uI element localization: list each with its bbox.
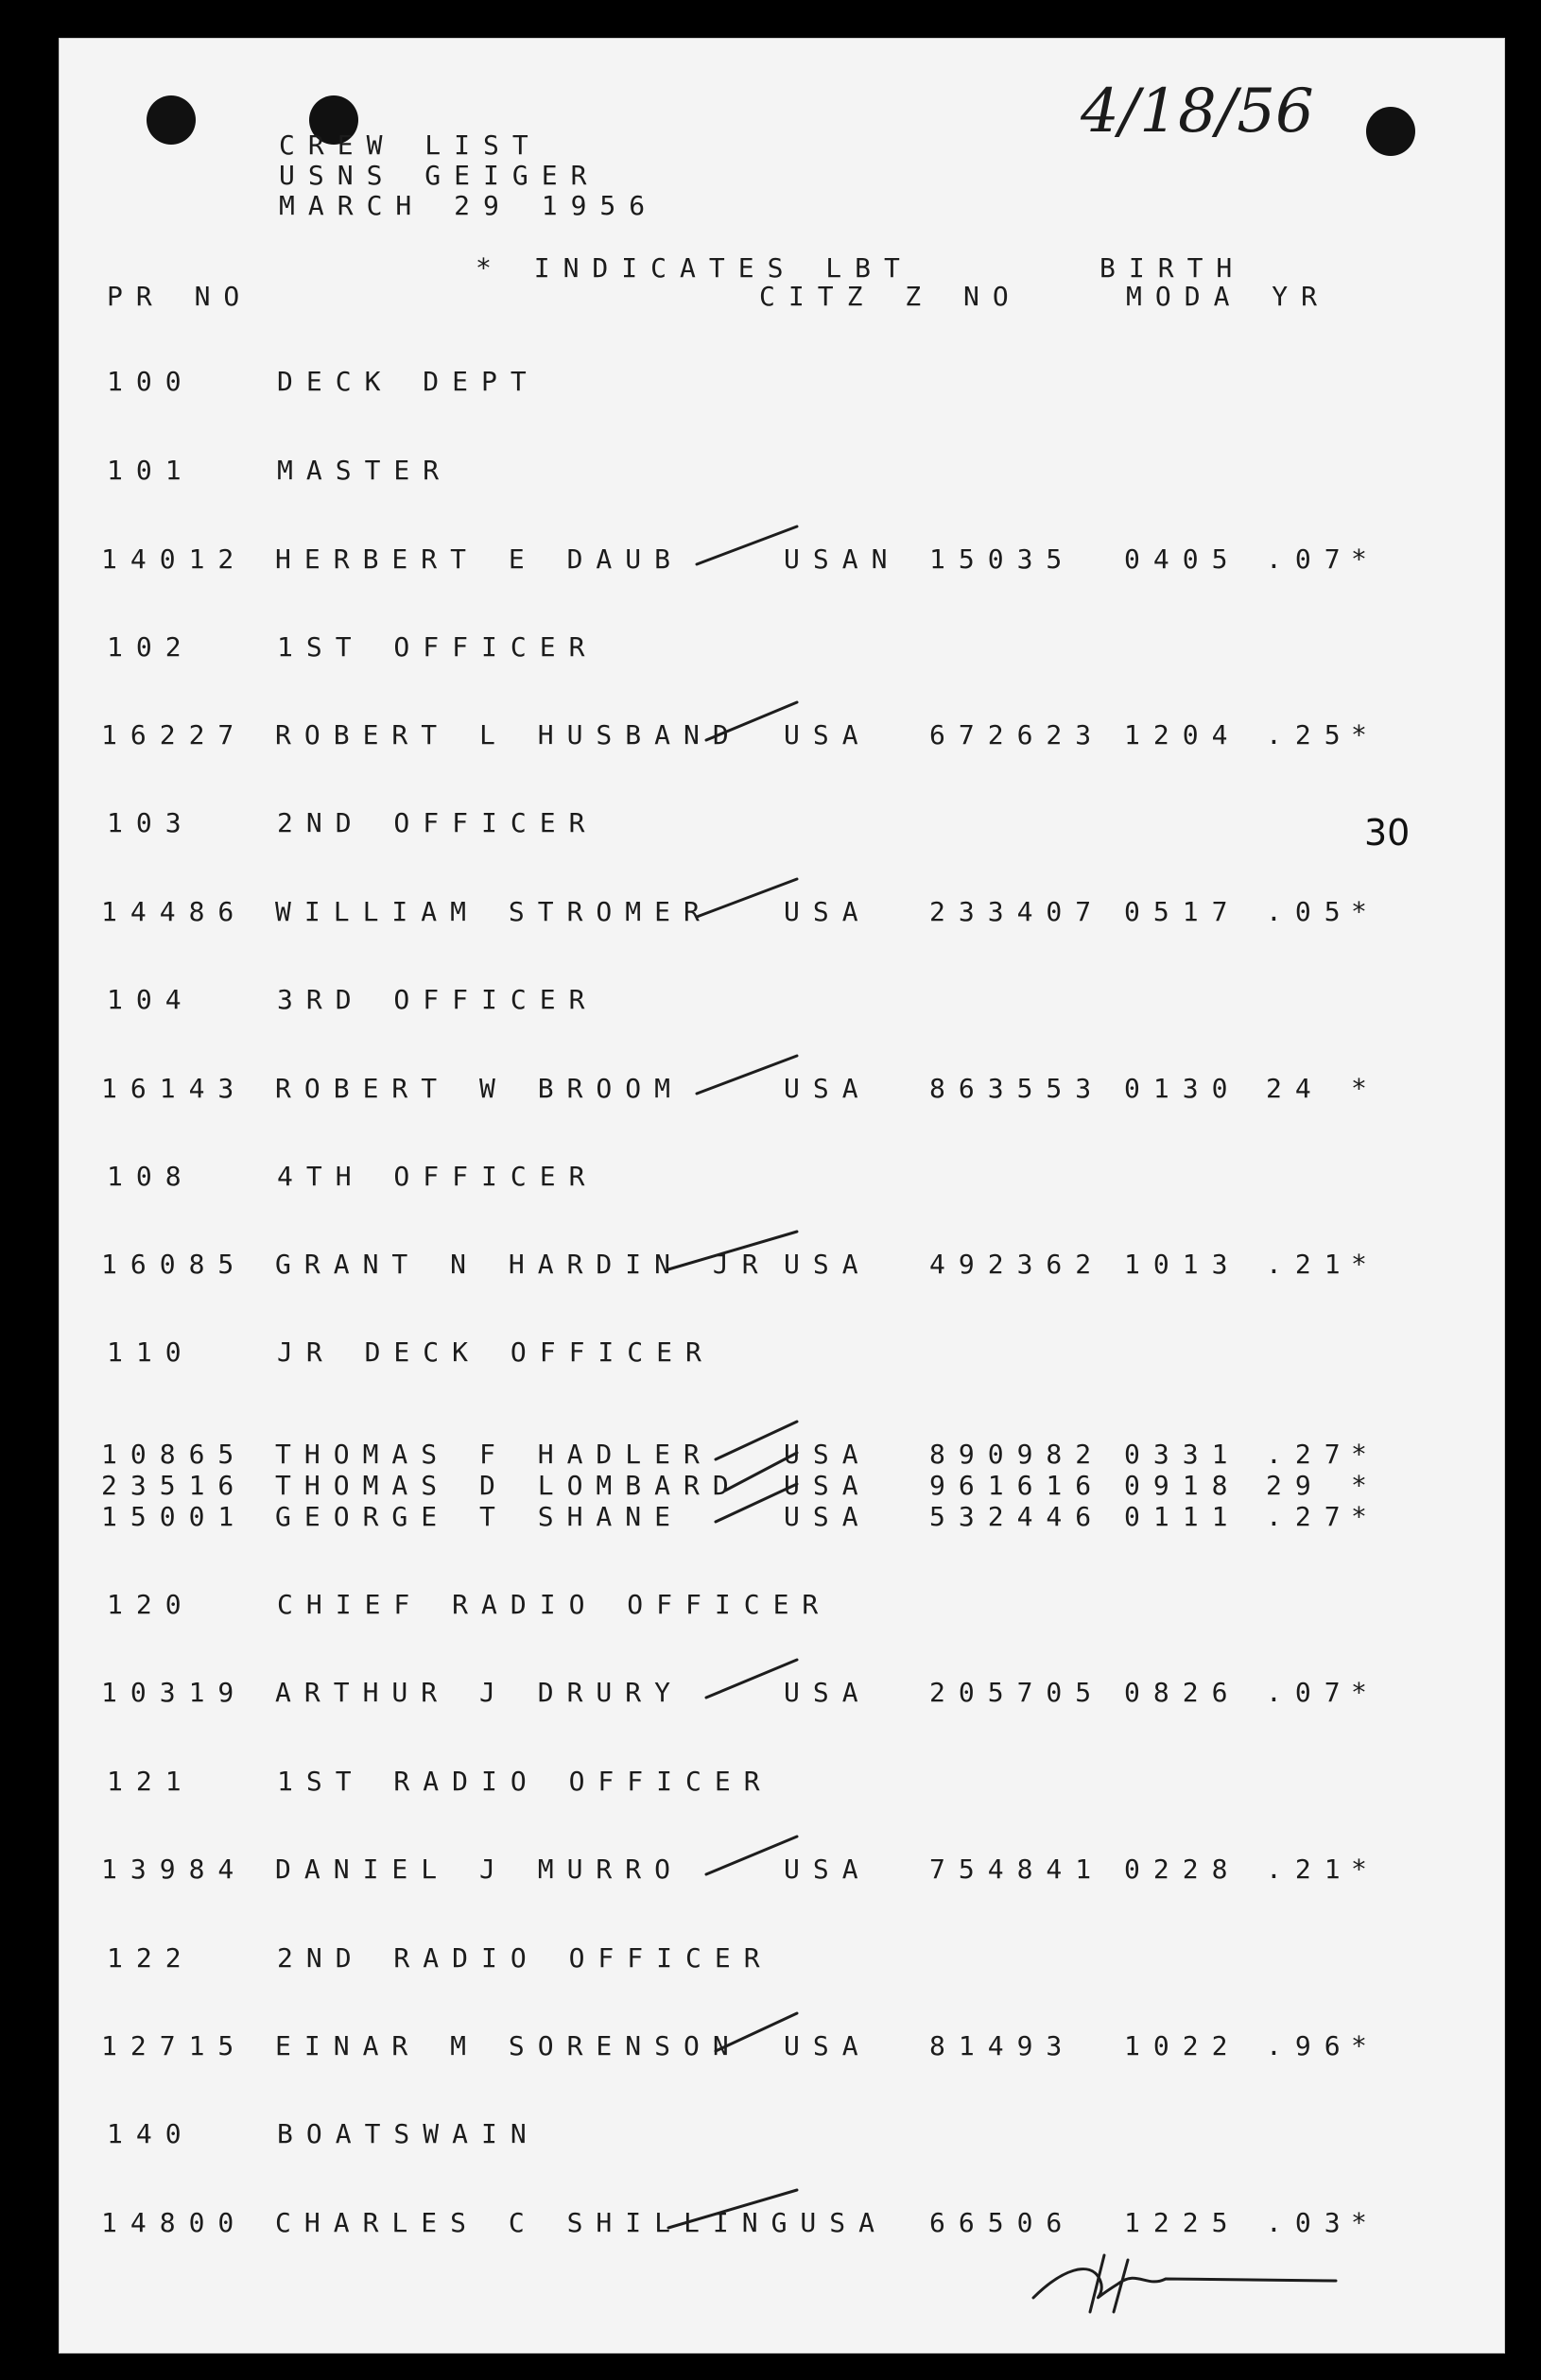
- check-mark: [702, 1833, 806, 1880]
- section-title: 4TH OFFICER: [277, 1161, 598, 1192]
- section-title: BOATSWAIN: [277, 2118, 540, 2149]
- check-mark: [702, 698, 806, 746]
- birth-year: .07: [1266, 543, 1354, 575]
- z-number: 672623: [929, 719, 1105, 750]
- section-title: DECK DEPT: [277, 366, 540, 397]
- check-mark: [712, 1480, 806, 1527]
- column-header-citz-z-no: CITZ Z NO: [759, 281, 1022, 312]
- check-mark: [665, 2186, 806, 2233]
- z-number: 754841: [929, 1854, 1105, 1885]
- crew-name: WILLIAM STROMER: [275, 896, 713, 927]
- lbt-marker: *: [1351, 719, 1380, 750]
- citizenship: USA: [784, 2030, 872, 2061]
- birth-year: .25: [1266, 719, 1354, 750]
- birth-year: .96: [1266, 2030, 1354, 2061]
- payroll-number: 16227: [101, 719, 248, 750]
- birth-month-day: 0517: [1124, 896, 1241, 927]
- birth-year: .21: [1266, 1249, 1354, 1280]
- z-number: 205705: [929, 1677, 1105, 1708]
- lbt-marker: *: [1351, 1470, 1380, 1501]
- birth-month-day: 1022: [1124, 2030, 1241, 2061]
- z-number: 961616: [929, 1470, 1105, 1501]
- column-header-pr-no: PR NO: [107, 281, 253, 312]
- z-number: 492362: [929, 1249, 1105, 1280]
- citizenship: USA: [784, 1073, 872, 1104]
- citizenship: USA: [784, 1439, 872, 1470]
- crew-name: ARTHUR J DRURY: [275, 1677, 684, 1708]
- z-number: 863553: [929, 1073, 1105, 1104]
- signature-initials: [1024, 2232, 1364, 2317]
- header-line-1: CREW LIST: [279, 129, 542, 161]
- z-number: 15035: [929, 543, 1076, 575]
- citizenship: USA: [784, 896, 872, 927]
- citizenship: USA: [784, 1854, 872, 1885]
- lbt-marker: *: [1351, 2207, 1380, 2238]
- section-title: 1ST OFFICER: [277, 631, 598, 663]
- crew-name: ROBERT W BROOM: [275, 1073, 684, 1104]
- section-code: 102: [107, 631, 195, 663]
- crew-name: THOMAS F HADLER: [275, 1439, 713, 1470]
- z-number: 233407: [929, 896, 1105, 927]
- section-title: CHIEF RADIO OFFICER: [277, 1589, 832, 1620]
- crew-name: GEORGE T SHANE: [275, 1501, 684, 1532]
- column-header-moda-yr: MODA YR: [1126, 281, 1331, 312]
- section-code: 108: [107, 1161, 195, 1192]
- birth-month-day: 0331: [1124, 1439, 1241, 1470]
- crew-name: THOMAS D LOMBARD: [275, 1470, 742, 1501]
- section-code: 104: [107, 984, 195, 1015]
- payroll-number: 23516: [101, 1470, 248, 1501]
- punch-hole: [1366, 107, 1415, 156]
- citizenship: USAN: [784, 543, 901, 575]
- check-mark: [693, 875, 806, 923]
- payroll-number: 12715: [101, 2030, 248, 2061]
- payroll-number: 16143: [101, 1073, 248, 1104]
- payroll-number: 13984: [101, 1854, 248, 1885]
- birth-year: .27: [1266, 1439, 1354, 1470]
- z-number: 890982: [929, 1439, 1105, 1470]
- payroll-number: 15001: [101, 1501, 248, 1532]
- check-mark: [712, 2009, 806, 2057]
- payroll-number: 14800: [101, 2207, 248, 2238]
- lbt-marker: *: [1351, 543, 1380, 575]
- lbt-marker: *: [1351, 1854, 1380, 1885]
- birth-month-day: 0405: [1124, 543, 1241, 575]
- crew-name: ROBERT L HUSBAND: [275, 719, 742, 750]
- crew-name: DANIEL J MURRO: [275, 1854, 684, 1885]
- section-title: MASTER: [277, 455, 453, 486]
- section-code: 101: [107, 455, 195, 486]
- section-code: 121: [107, 1766, 195, 1797]
- citizenship: USA: [784, 1677, 872, 1708]
- payroll-number: 10319: [101, 1677, 248, 1708]
- section-title: 2ND RADIO OFFICER: [277, 1942, 773, 1974]
- lbt-marker: *: [1351, 1501, 1380, 1532]
- lbt-marker: *: [1351, 896, 1380, 927]
- z-number: 532446: [929, 1501, 1105, 1532]
- lbt-marker: *: [1351, 1073, 1380, 1104]
- section-code: 122: [107, 1942, 195, 1974]
- birth-month-day: 0228: [1124, 1854, 1241, 1885]
- birth-header: BIRTH: [1099, 252, 1246, 284]
- z-number: 81493: [929, 2030, 1076, 2061]
- birth-year: .27: [1266, 1501, 1354, 1532]
- payroll-number: 10865: [101, 1439, 248, 1470]
- crew-name: HERBERT E DAUB: [275, 543, 684, 575]
- birth-month-day: 1204: [1124, 719, 1241, 750]
- birth-month-day: 1013: [1124, 1249, 1241, 1280]
- handwritten-date: 4/18/56: [1081, 77, 1314, 147]
- document-page: [59, 38, 1505, 2354]
- page-number: 30: [1364, 812, 1411, 854]
- check-mark: [693, 1052, 806, 1099]
- section-code: 120: [107, 1589, 195, 1620]
- check-mark: [665, 1228, 806, 1275]
- payroll-number: 16085: [101, 1249, 248, 1280]
- header-line-2: USNS GEIGER: [279, 160, 600, 191]
- lbt-marker: *: [1351, 2030, 1380, 2061]
- birth-year: .21: [1266, 1854, 1354, 1885]
- birth-year: .07: [1266, 1677, 1354, 1708]
- lbt-marker: *: [1351, 1677, 1380, 1708]
- birth-year: .03: [1266, 2207, 1354, 2238]
- birth-year: .05: [1266, 896, 1354, 927]
- section-title: 1ST RADIO OFFICER: [277, 1766, 773, 1797]
- payroll-number: 14486: [101, 896, 248, 927]
- punch-hole: [147, 95, 196, 145]
- payroll-number: 14012: [101, 543, 248, 575]
- birth-month-day: 0826: [1124, 1677, 1241, 1708]
- section-title: 3RD OFFICER: [277, 984, 598, 1015]
- legend-note: * INDICATES LBT: [476, 252, 913, 284]
- crew-name: CHARLES C SHILLINGUSA: [275, 2207, 889, 2238]
- birth-month-day: 0918: [1124, 1470, 1241, 1501]
- birth-month-day: 1225: [1124, 2207, 1241, 2238]
- section-code: 103: [107, 807, 195, 838]
- birth-month-day: 0111: [1124, 1501, 1241, 1532]
- check-mark: [702, 1656, 806, 1703]
- citizenship: USA: [784, 1249, 872, 1280]
- section-code: 110: [107, 1337, 195, 1368]
- section-code: 100: [107, 366, 195, 397]
- lbt-marker: *: [1351, 1439, 1380, 1470]
- citizenship: USA: [784, 1470, 872, 1501]
- citizenship: USA: [784, 719, 872, 750]
- check-mark: [693, 523, 806, 570]
- birth-month-day: 0130: [1124, 1073, 1241, 1104]
- birth-year: 29: [1266, 1470, 1325, 1501]
- birth-year: 24: [1266, 1073, 1325, 1104]
- crew-name: GRANT N HARDIN JR: [275, 1249, 771, 1280]
- lbt-marker: *: [1351, 1249, 1380, 1280]
- section-title: 2ND OFFICER: [277, 807, 598, 838]
- section-code: 140: [107, 2118, 195, 2149]
- crew-name: EINAR M SORENSON: [275, 2030, 742, 2061]
- citizenship: USA: [784, 1501, 872, 1532]
- z-number: 66506: [929, 2207, 1076, 2238]
- section-title: JR DECK OFFICER: [277, 1337, 715, 1368]
- header-line-3: MARCH 29 1956: [279, 190, 659, 221]
